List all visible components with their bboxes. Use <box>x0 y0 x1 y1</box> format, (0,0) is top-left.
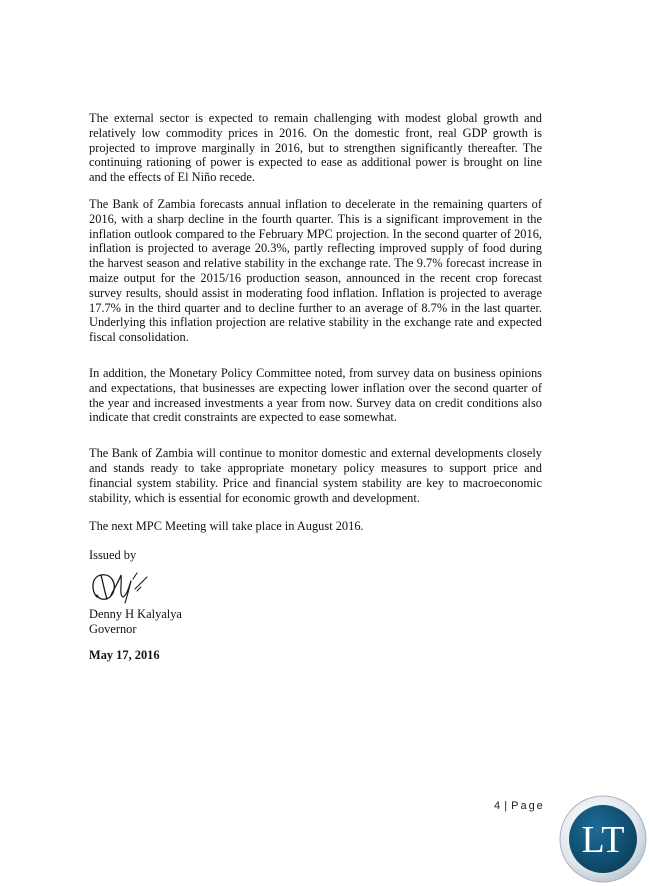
signature-image <box>87 567 149 605</box>
document-body <box>89 111 542 662</box>
paragraph-business-survey: In addition, the Monetary Policy Committee noted, from survey data on business opinions and expectations, that businesses are expecting lower inflation over the second quarter of the year and increased investments a year from now. Survey data on credit conditions also indicate that credit constraints are expected to ease somewhat. <box>89 365 542 425</box>
paragraph-next-meeting: The next MPC Meeting will take place in August 2016. <box>89 519 364 534</box>
paragraph-monitoring: The Bank of Zambia will continue to monitor domestic and external developments closely and stands ready to take appropriate monetary policy measures to support price and financial system stability. Price and financial system stability are key to macroeconomic stability, which is essential for economic growth and development. <box>89 446 542 505</box>
page-number: 4 <box>494 800 501 812</box>
page-label: Page <box>511 800 545 812</box>
signer-title: Governor <box>89 621 137 636</box>
page-footer <box>494 800 545 812</box>
lt-logo <box>559 795 647 883</box>
signer-name: Denny H Kalyalya <box>89 606 182 621</box>
document-date: May 17, 2016 <box>89 647 160 662</box>
page-separator: | <box>504 800 508 812</box>
paragraph-external-sector: The external sector is expected to remain challenging with modest global growth and relatively low commodity prices in 2016. On the domestic front, real GDP growth is projected to improve marginally in 2016, but to strengthen significantly thereafter. The continuing rationing of power is expected to ease as additional power is brought on line and the effects of El Niño recede. <box>89 111 542 185</box>
paragraph-inflation-forecast: The Bank of Zambia forecasts annual inflation to decelerate in the remaining quarters of 2016, with a sharp decline in the fourth quarter. This is a significant improvement in the inflation outlook compared to the February MPC projection. In the second quarter of 2016, inflation is projected to average 20.3%, partly reflecting improved supply of food during the harvest season and relative stability in the exchange rate. The 9.7% forecast increase in maize output for the 2015/16 production season, announced in the recent crop forecast survey results, should assist in moderating food inflation. Inflation is projected to average 17.7% in the third quarter and to decline further to an average of 8.7% in the last quarter. Underlying this inflation projection are relative stability in the exchange rate and expected fiscal consolidation. <box>89 196 542 345</box>
issued-by-label: Issued by <box>89 548 137 563</box>
logo-text: LT <box>581 819 625 861</box>
